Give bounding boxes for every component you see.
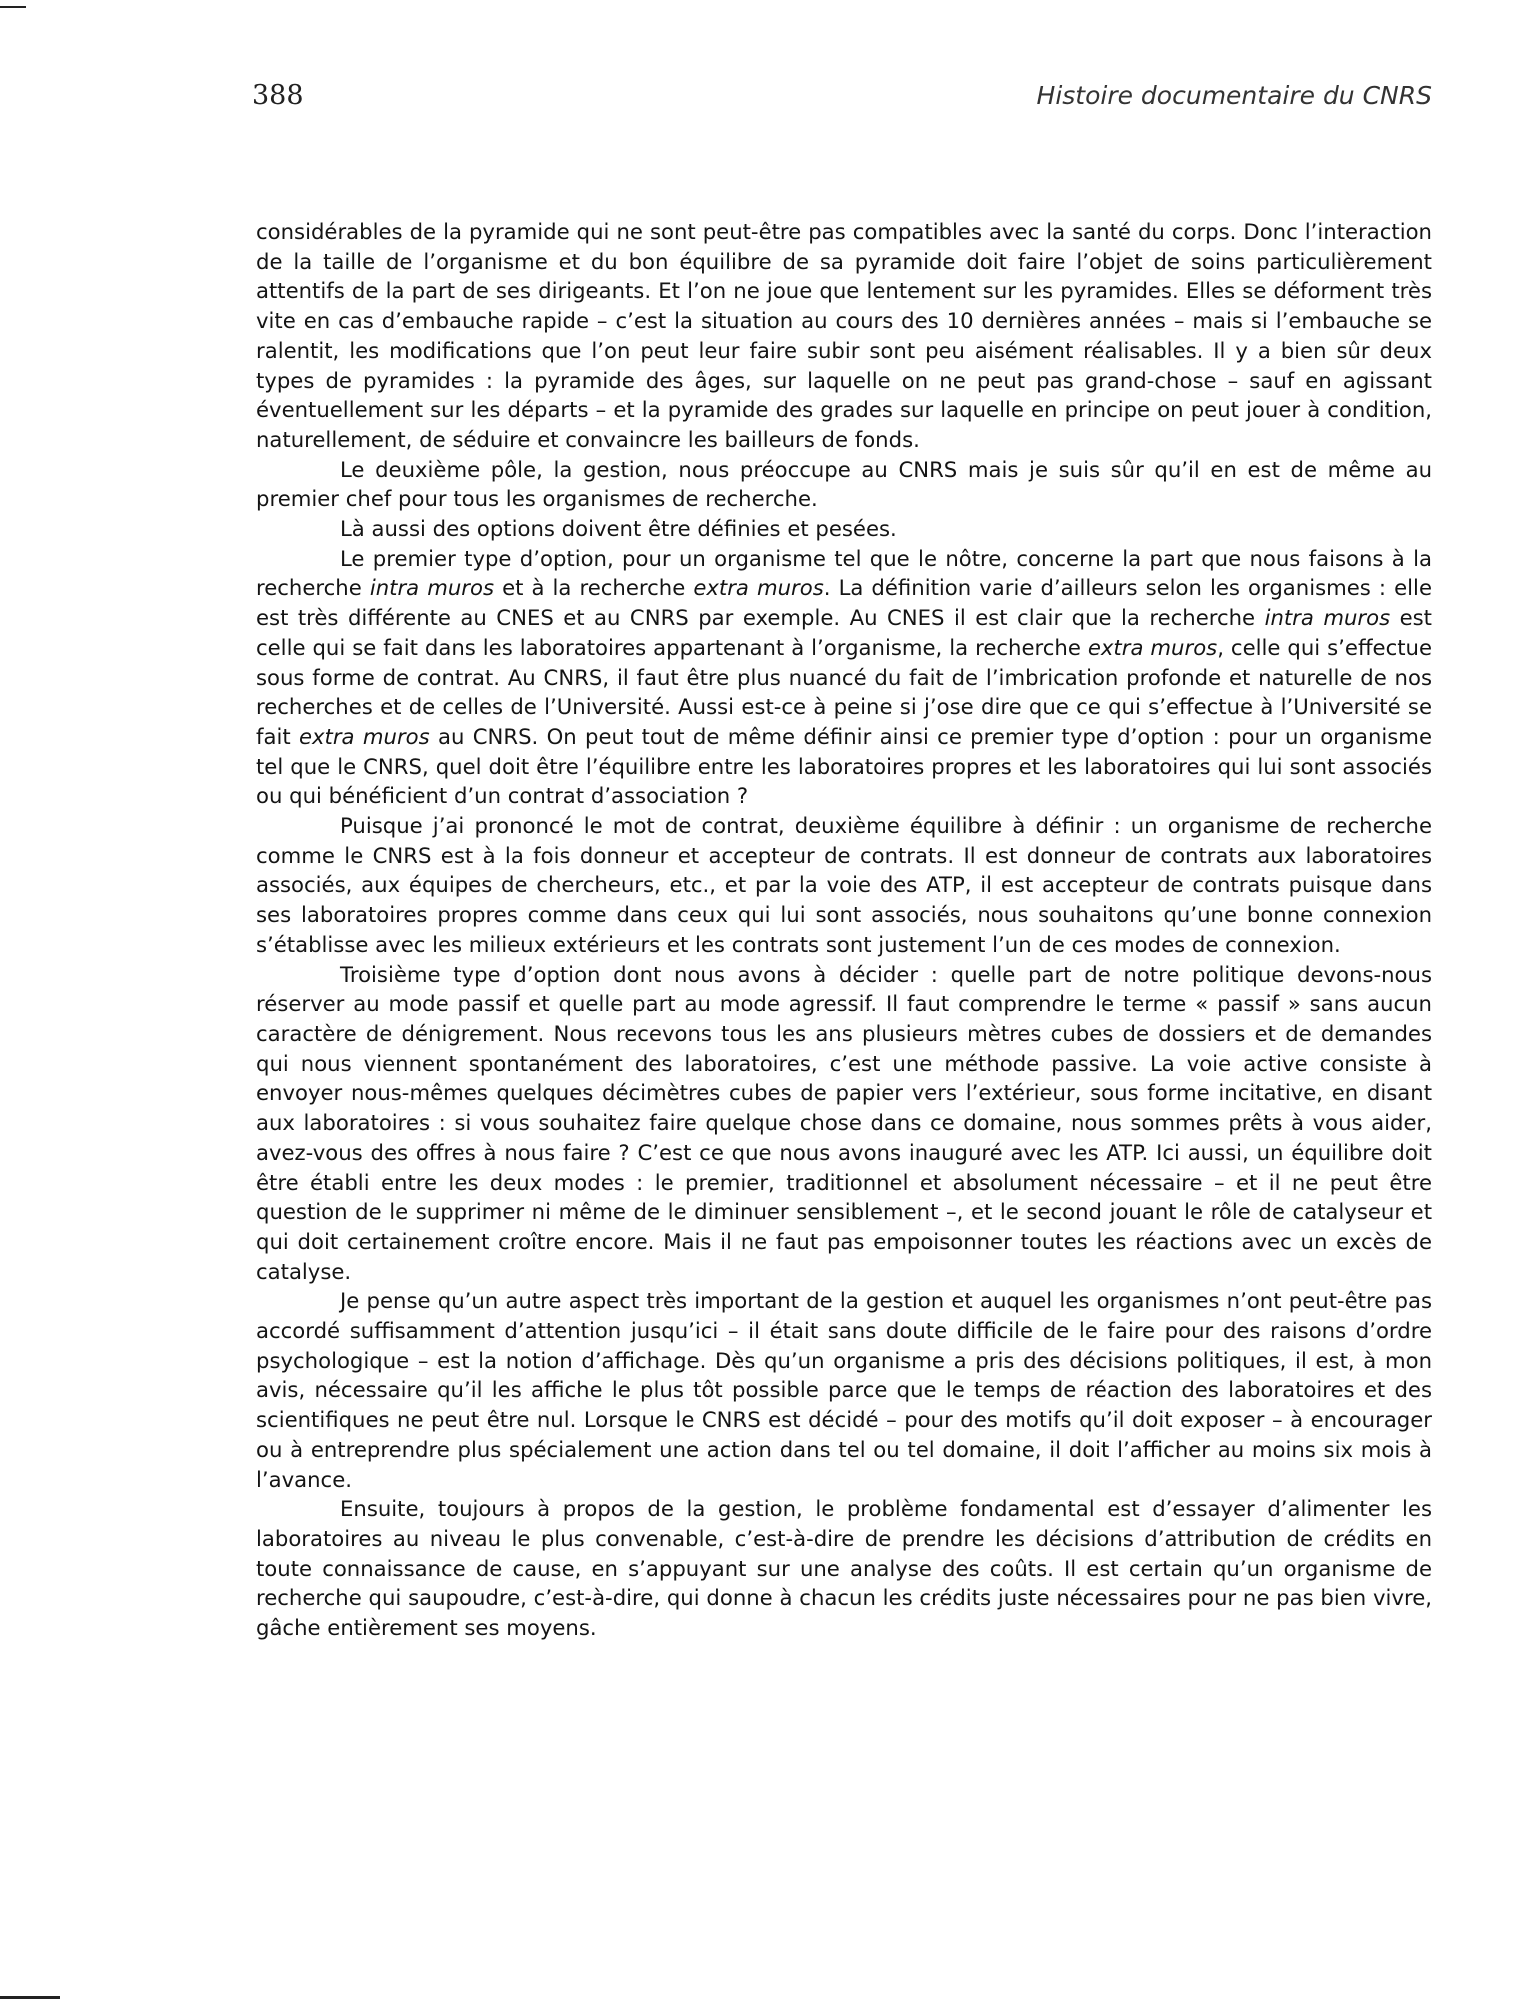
paragraph: Troisième type d’option dont nous avons à décider : quelle part de notre politique devons-nous réserver au mode passif et quelle part au mode agressif. Il faut comprendre le terme « passif » sans aucun caractère de dénigrement. Nous recevons tous les ans plusieurs mètres cubes de dossiers et de demandes qui nous viennent spontanément des laboratoires, c’est une méthode passive. La voie active consiste à envoyer nous-mêmes quelques décimètres cubes de papier vers l’extérieur, sous forme incitative, en disant aux laboratoires : si vous souhaitez faire quelque chose dans ce domaine, nous sommes prêts à vous aider, avez-vous des offres à nous faire ? C’est ce que nous avons inauguré avec les ATP. Ici aussi, un équilibre doit être établi entre les deux modes : le premier, traditionnel et absolument nécessaire – et il ne peut être question de le supprimer ni même de le diminuer sensiblement –, et le second jouant le rôle de catalyseur et qui doit certainement croître encore. Mais il ne faut pas empoisonner toutes les réactions avec un excès de catalyse.	[256, 961, 1432, 1284]
scan-edge-mark	[0, 6, 26, 8]
paragraph: Le premier type d’option, pour un organisme tel que le nôtre, concerne la part que nous faisons à la recherche intra muros et à la recherche extra muros. La définition varie d’ailleurs selon les organismes : elle est très différente au CNES et au CNRS par exemple. Au CNES il est clair que la recherche intra muros est celle qui se fait dans les laboratoires appartenant à l’organisme, la recherche extra muros, celle qui s’effectue sous forme de contrat. Au CNRS, il faut être plus nuancé du fait de l’imbrication profonde et naturelle de nos recherches et de celles de l’Université. Aussi est-ce à peine si j’ose dire que ce qui s’effectue à l’Université se fait extra muros au CNRS. On peut tout de même définir ainsi ce premier type d’option : pour un organisme tel que le CNRS, quel doit être l’équilibre entre les laboratoires propres et les laboratoires qui lui sont associés ou qui bénéficient d’un contrat d’association ?	[256, 545, 1433, 809]
paragraph: considérables de la pyramide qui ne sont peut-être pas compatibles avec la santé du corps. Donc l’interaction de la taille de l’organisme et du bon équilibre de sa pyramide doit faire l’objet de soins particulièrement attentifs de la part de ses dirigeants. Et l’on ne joue que lentement sur les pyramides. Elles se déforment très vite en cas d’embauche rapide – c’est la situation au cours des 10 dernières années – mais si l’embauche se ralentit, les modifications que l’on peut leur faire subir sont peu aisément réalisables. Il y a bien sûr deux types de pyramides : la pyramide des âges, sur laquelle on ne peut pas grand-chose – sauf en agissant éventuellement sur les départs – et la pyramide des grades sur laquelle en principe on peut jouer à condition, naturellement, de séduire et convaincre les bailleurs de fonds.	[256, 219, 1432, 452]
italic-term: extra muros	[1087, 634, 1218, 660]
italic-term: extra muros	[693, 575, 824, 601]
paragraph: Le deuxième pôle, la gestion, nous préoccupe au CNRS mais je suis sûr qu’il en est de même au premier chef pour tous les organismes de recherche.	[256, 456, 1432, 512]
paragraph: Je pense qu’un autre aspect très important de la gestion et auquel les organismes n’ont peut-être pas accordé suffisamment d’attention jusqu’ici – il était sans doute difficile de le faire pour des raisons d’ordre psychologique – est la notion d’affichage. Dès qu’un organisme a pris des décisions politiques, il est, à mon avis, nécessaire qu’il les affiche le plus tôt possible parce que le temps de réaction des laboratoires et des scientifiques ne peut être nul. Lorsque le CNRS est décidé – pour des motifs qu’il doit exposer – à encourager ou à entreprendre plus spécialement une action dans tel ou tel domaine, il doit l’afficher au moins six mois à l’avance.	[256, 1288, 1432, 1492]
paragraph: Là aussi des options doivent être définies et pesées.	[340, 516, 897, 542]
paragraph: Puisque j’ai prononcé le mot de contrat, deuxième équilibre à définir : un organisme de recherche comme le CNRS est à la fois donneur et accepteur de contrats. Il est donneur de contrats aux laboratoires associés, aux équipes de chercheurs, etc., et par la voie des ATP, il est accepteur de contrats puisque dans ses laboratoires propres comme dans ceux qui lui sont associés, nous souhaitons qu’une bonne connexion s’établisse avec les milieux extérieurs et les contrats sont justement l’un de ces modes de connexion.	[256, 813, 1432, 957]
page-header	[252, 80, 1432, 130]
page-number: 388	[252, 80, 304, 111]
italic-term: extra muros	[298, 723, 430, 749]
italic-term: intra muros	[369, 575, 494, 601]
scan-edge-mark	[0, 1996, 60, 1999]
italic-term: intra muros	[1264, 605, 1391, 631]
running-title: Histoire documentaire du CNRS	[1036, 81, 1432, 110]
paragraph: Ensuite, toujours à propos de la gestion, le problème fondamental est d’essayer d’alimenter les laboratoires au niveau le plus convenable, c’est-à-dire de prendre les décisions d’attribution de crédits en toute connaissance de cause, en s’appuyant sur une analyse des coûts. Il est certain qu’un organisme de recherche qui saupoudre, c’est-à-dire, qui donne à chacun les crédits juste nécessaires pour ne pas bien vivre, gâche entièrement ses moyens.	[256, 1496, 1432, 1641]
body-text	[256, 217, 1432, 1643]
